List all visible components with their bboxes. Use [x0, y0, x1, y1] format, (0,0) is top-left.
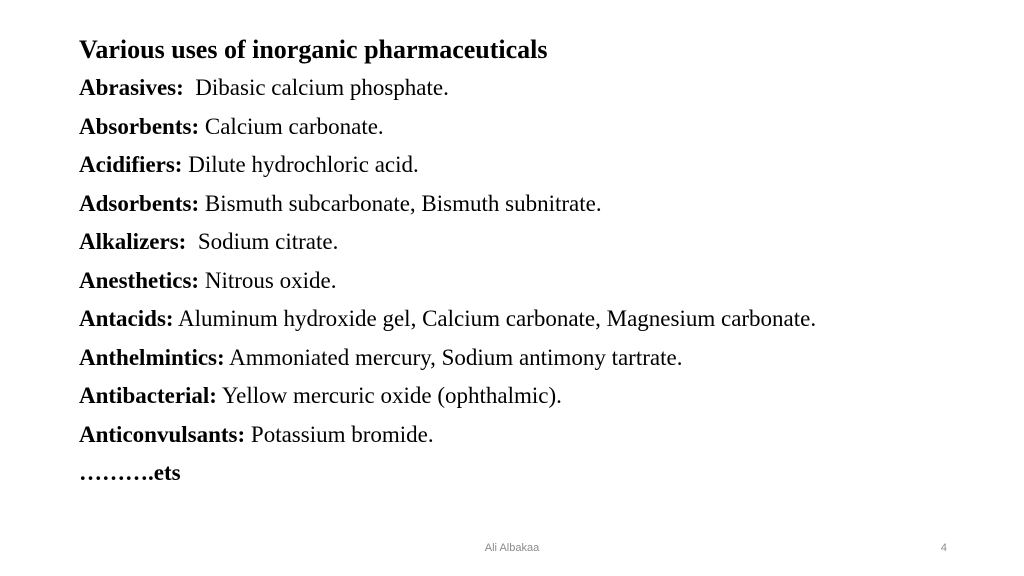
item-description: Potassium bromide. [250, 421, 434, 447]
item-description: Dibasic calcium phosphate. [195, 75, 449, 100]
slide-title: Various uses of inorganic pharmaceuticals [79, 35, 548, 64]
slide-content [79, 31, 979, 493]
list-item [79, 377, 979, 416]
item-description: Nitrous oxide. [204, 267, 337, 293]
item-term: Anesthetics: [79, 267, 200, 293]
list-item [79, 339, 979, 378]
item-term: Abrasives: [79, 75, 184, 100]
item-term: Anticonvulsants: [79, 421, 246, 447]
item-description: Aluminum hydroxide gel, Calcium carbonate, Magnesium carbonate. [178, 306, 817, 331]
item-description: Dilute hydrochloric acid. [188, 152, 419, 177]
item-term: Acidifiers: [79, 152, 183, 177]
list-item [79, 69, 979, 108]
list-item [79, 223, 979, 262]
item-term: Anthelmintics: [79, 344, 225, 370]
footer-page-number: 4 [940, 542, 947, 554]
list-trailer: ……….ets [79, 460, 181, 485]
item-description: Bismuth subcarbonate, Bismuth subnitrate. [204, 190, 602, 216]
list-item [79, 108, 979, 147]
list-item [79, 185, 979, 224]
list-item [79, 300, 979, 339]
item-term: Antacids: [79, 306, 174, 331]
item-term: Alkalizers: [79, 229, 187, 254]
list-item [79, 146, 979, 185]
item-description: Sodium citrate. [197, 229, 339, 254]
footer-author: Ali Albakaa [484, 542, 540, 554]
uses-list [79, 69, 979, 454]
list-item [79, 416, 979, 455]
item-description: Calcium carbonate. [204, 113, 384, 139]
item-description: Yellow mercuric oxide (ophthalmic). [221, 383, 562, 408]
item-description: Ammoniated mercury, Sodium antimony tartrate. [229, 344, 683, 370]
item-term: Absorbents: [79, 113, 200, 139]
item-separator [184, 75, 196, 100]
item-term: Antibacterial: [79, 383, 217, 408]
item-term: Adsorbents: [79, 190, 200, 216]
item-separator [186, 229, 198, 254]
list-item [79, 262, 979, 301]
